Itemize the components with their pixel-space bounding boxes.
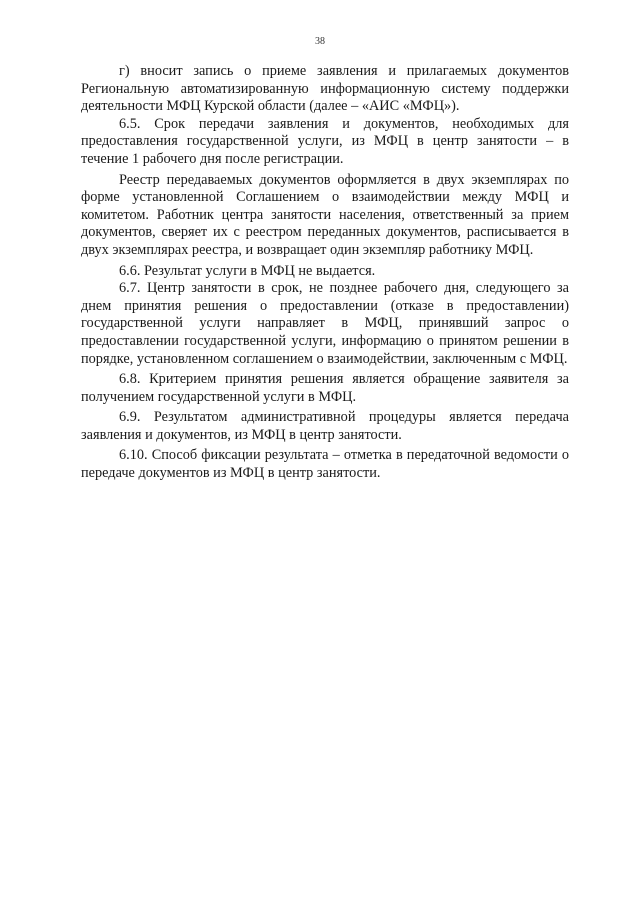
paragraph-item-g: г) вносит запись о приеме заявления и прилагаемых документов Региональную автоматизированную информационную систему поддержки деятельности МФЦ Курской области (далее – «АИС «МФЦ»). <box>81 63 569 115</box>
paragraph-6-5: 6.5. Срок передачи заявления и документов, необходимых для предоставления государственной услуги, из МФЦ в центр занятости – в течение 1 рабочего дня после регистрации. <box>81 115 569 167</box>
paragraph-6-8: 6.8. Критерием принятия решения является обращение заявителя за получением государственной услуги в МФЦ. <box>81 371 569 405</box>
paragraph-registry: Реестр передаваемых документов оформляется в двух экземплярах по форме установленной Соглашением о взаимодействии между МФЦ и комитетом. Работник центра занятости населения, ответственный за прием документов, сверяет их с реестром переданных документов, расписывается в двух экземплярах реестра, и возвращает один экземпляр работнику МФЦ. <box>81 171 569 258</box>
paragraph-6-9: 6.9. Результатом административной процедуры является передача заявления и документов, из МФЦ в центр занятости. <box>81 409 569 443</box>
document-body <box>81 63 569 483</box>
paragraph-6-6: 6.6. Результат услуги в МФЦ не выдается. <box>119 262 376 279</box>
paragraph-6-10: 6.10. Способ фиксации результата – отметка в передаточной ведомости о передаче документов из МФЦ в центр занятости. <box>81 447 569 482</box>
page-number: 38 <box>315 36 325 47</box>
paragraph-6-7: 6.7. Центр занятости в срок, не позднее рабочего дня, следующего за днем принятия решения о предоставлении (отказе в предоставлении) государственной услуги направляет в МФЦ, принявший запрос о предоставлении государственной услуги, информацию о принятом решении в порядке, установленном соглашением о взаимодействии, заключенным с МФЦ. <box>81 280 569 367</box>
